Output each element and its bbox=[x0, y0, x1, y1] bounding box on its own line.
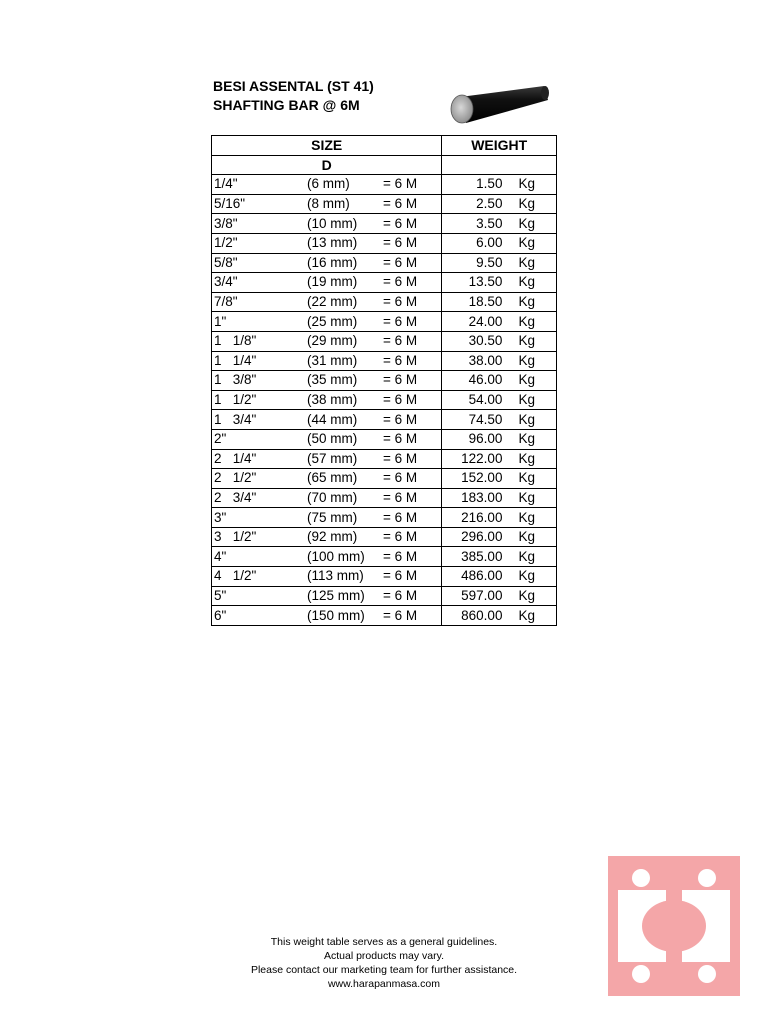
weight-cell bbox=[442, 371, 557, 391]
weight-unit: Kg bbox=[518, 235, 535, 251]
size-mm: (22 mm) bbox=[307, 294, 358, 310]
size-length: = 6 M bbox=[383, 313, 418, 329]
table-row bbox=[212, 469, 557, 489]
footer-line-2: Actual products may vary. bbox=[323, 950, 445, 962]
weight-value: 13.50 bbox=[468, 274, 503, 290]
weight-value: 216.00 bbox=[461, 509, 503, 525]
table-row bbox=[212, 527, 557, 547]
size-length: = 6 M bbox=[383, 196, 418, 212]
size-mm: (10 mm) bbox=[307, 215, 358, 231]
size-cell bbox=[212, 606, 442, 626]
size-length: = 6 M bbox=[383, 568, 418, 584]
size-cell bbox=[212, 253, 442, 273]
weight-unit: Kg bbox=[518, 313, 535, 329]
table-row bbox=[212, 449, 557, 469]
table-row bbox=[212, 410, 557, 430]
weight-cell bbox=[442, 351, 557, 371]
weight-unit: Kg bbox=[518, 431, 535, 447]
size-length: = 6 M bbox=[383, 176, 418, 192]
size-cell bbox=[212, 312, 442, 332]
weight-value: 860.00 bbox=[461, 607, 503, 623]
size-inch: 1 1/4" bbox=[214, 352, 257, 368]
weight-unit: Kg bbox=[518, 607, 535, 623]
weight-value: 152.00 bbox=[461, 470, 503, 486]
size-cell bbox=[212, 214, 442, 234]
weight-unit: Kg bbox=[518, 450, 535, 466]
weight-value: 46.00 bbox=[468, 372, 503, 388]
size-mm: (13 mm) bbox=[307, 235, 358, 251]
size-cell bbox=[212, 429, 442, 449]
weight-cell bbox=[442, 567, 557, 587]
weight-unit: Kg bbox=[518, 470, 535, 486]
table-row bbox=[212, 214, 557, 234]
weight-cell bbox=[442, 449, 557, 469]
size-inch: 2" bbox=[214, 431, 227, 447]
size-length: = 6 M bbox=[383, 274, 418, 290]
weight-value: 18.50 bbox=[468, 294, 503, 310]
weight-value: 54.00 bbox=[468, 392, 503, 408]
size-length: = 6 M bbox=[383, 215, 418, 231]
size-length: = 6 M bbox=[383, 411, 418, 427]
size-mm: (29 mm) bbox=[307, 333, 358, 349]
weight-cell bbox=[442, 273, 557, 293]
table-row bbox=[212, 547, 557, 567]
size-cell bbox=[212, 292, 442, 312]
subheader-weight-empty bbox=[442, 155, 557, 175]
weight-cell bbox=[442, 312, 557, 332]
size-cell bbox=[212, 547, 442, 567]
size-mm: (125 mm) bbox=[307, 587, 365, 603]
size-inch: 1/4" bbox=[214, 176, 238, 192]
weight-cell bbox=[442, 606, 557, 626]
size-length: = 6 M bbox=[383, 372, 418, 388]
weight-unit: Kg bbox=[518, 294, 535, 310]
footer-website-link[interactable]: www.harapanmasa.com bbox=[327, 978, 441, 990]
weight-value: 296.00 bbox=[461, 529, 503, 545]
weight-value: 74.50 bbox=[468, 411, 503, 427]
size-length: = 6 M bbox=[383, 587, 418, 603]
table-row bbox=[212, 488, 557, 508]
weight-value: 30.50 bbox=[468, 333, 503, 349]
weight-cell bbox=[442, 547, 557, 567]
size-inch: 3/8" bbox=[214, 215, 238, 231]
size-cell bbox=[212, 488, 442, 508]
weight-value: 24.00 bbox=[468, 313, 503, 329]
size-length: = 6 M bbox=[383, 333, 418, 349]
size-mm: (113 mm) bbox=[307, 568, 364, 584]
size-length: = 6 M bbox=[383, 548, 418, 564]
table-row bbox=[212, 606, 557, 626]
page-title bbox=[213, 77, 374, 115]
size-cell bbox=[212, 567, 442, 587]
size-inch: 1 3/8" bbox=[214, 372, 257, 388]
weight-cell bbox=[442, 508, 557, 528]
weight-unit: Kg bbox=[518, 587, 535, 603]
weight-value: 122.00 bbox=[461, 450, 503, 466]
table-row bbox=[212, 508, 557, 528]
weight-unit: Kg bbox=[518, 489, 535, 505]
size-mm: (35 mm) bbox=[307, 372, 358, 388]
weight-unit: Kg bbox=[518, 411, 535, 427]
weight-cell bbox=[442, 586, 557, 606]
size-inch: 6" bbox=[214, 607, 227, 623]
size-inch: 1 1/8" bbox=[214, 333, 257, 349]
footer-line-1: This weight table serves as a general guidelines. bbox=[270, 936, 498, 948]
size-mm: (92 mm) bbox=[307, 529, 358, 545]
size-inch: 1 3/4" bbox=[214, 411, 257, 427]
size-inch: 5/16" bbox=[214, 196, 246, 212]
table-row bbox=[212, 390, 557, 410]
weight-value: 2.50 bbox=[476, 196, 503, 212]
weight-cell bbox=[442, 429, 557, 449]
table-row bbox=[212, 194, 557, 214]
header-weight: WEIGHT bbox=[442, 136, 557, 156]
size-inch: 2 3/4" bbox=[214, 489, 257, 505]
size-cell bbox=[212, 273, 442, 293]
size-mm: (8 mm) bbox=[307, 196, 350, 212]
size-cell bbox=[212, 410, 442, 430]
size-length: = 6 M bbox=[383, 431, 418, 447]
weight-value: 9.50 bbox=[476, 254, 503, 270]
size-mm: (75 mm) bbox=[307, 509, 358, 525]
weight-value: 385.00 bbox=[461, 548, 503, 564]
weight-value: 597.00 bbox=[461, 587, 503, 603]
weight-unit: Kg bbox=[518, 254, 535, 270]
table-row bbox=[212, 351, 557, 371]
table-row bbox=[212, 273, 557, 293]
size-length: = 6 M bbox=[383, 607, 418, 623]
table-row bbox=[212, 253, 557, 273]
size-length: = 6 M bbox=[383, 392, 418, 408]
size-length: = 6 M bbox=[383, 509, 418, 525]
weight-value: 38.00 bbox=[468, 352, 503, 368]
weight-cell bbox=[442, 214, 557, 234]
weight-unit: Kg bbox=[518, 568, 535, 584]
size-length: = 6 M bbox=[383, 450, 418, 466]
title-line-2: SHAFTING BAR @ 6M bbox=[213, 97, 360, 113]
size-mm: (150 mm) bbox=[307, 607, 365, 623]
size-cell bbox=[212, 233, 442, 253]
table-header-row bbox=[212, 136, 557, 156]
size-inch: 4 1/2" bbox=[214, 568, 257, 584]
table-row bbox=[212, 371, 557, 391]
size-inch: 4" bbox=[214, 548, 227, 564]
weight-cell bbox=[442, 527, 557, 547]
table-row bbox=[212, 331, 557, 351]
size-cell bbox=[212, 449, 442, 469]
size-cell bbox=[212, 508, 442, 528]
harapanmasa-logo bbox=[608, 856, 740, 996]
footer-line-3: Please contact our marketing team for further assistance. bbox=[250, 964, 518, 976]
size-length: = 6 M bbox=[383, 470, 418, 486]
title-line-1: BESI ASSENTAL (ST 41) bbox=[213, 78, 374, 94]
size-inch: 1" bbox=[214, 313, 227, 329]
size-mm: (38 mm) bbox=[307, 392, 358, 408]
table-row bbox=[212, 175, 557, 195]
size-mm: (65 mm) bbox=[307, 470, 358, 486]
size-cell bbox=[212, 194, 442, 214]
table-row bbox=[212, 567, 557, 587]
size-inch: 5/8" bbox=[214, 254, 238, 270]
weight-unit: Kg bbox=[518, 196, 535, 212]
size-inch: 2 1/2" bbox=[214, 470, 257, 486]
weight-cell bbox=[442, 390, 557, 410]
weight-value: 183.00 bbox=[461, 489, 503, 505]
size-inch: 3 1/2" bbox=[214, 529, 257, 545]
size-cell bbox=[212, 586, 442, 606]
weight-value: 3.50 bbox=[476, 215, 503, 231]
table-row bbox=[212, 429, 557, 449]
weight-cell bbox=[442, 469, 557, 489]
weight-unit: Kg bbox=[518, 215, 535, 231]
size-mm: (16 mm) bbox=[307, 254, 358, 270]
shafting-bar-image bbox=[446, 83, 550, 125]
weight-value: 1.50 bbox=[476, 176, 503, 192]
weight-cell bbox=[442, 292, 557, 312]
weight-value: 486.00 bbox=[461, 568, 503, 584]
size-mm: (70 mm) bbox=[307, 489, 358, 505]
weight-unit: Kg bbox=[518, 333, 535, 349]
size-length: = 6 M bbox=[383, 254, 418, 270]
weight-unit: Kg bbox=[518, 509, 535, 525]
weight-cell bbox=[442, 175, 557, 195]
weight-cell bbox=[442, 488, 557, 508]
size-cell bbox=[212, 175, 442, 195]
size-mm: (25 mm) bbox=[307, 313, 358, 329]
size-length: = 6 M bbox=[383, 489, 418, 505]
weight-unit: Kg bbox=[518, 176, 535, 192]
table-row bbox=[212, 233, 557, 253]
table-row bbox=[212, 312, 557, 332]
size-cell bbox=[212, 331, 442, 351]
weight-unit: Kg bbox=[518, 529, 535, 545]
size-cell bbox=[212, 351, 442, 371]
weight-cell bbox=[442, 233, 557, 253]
weight-unit: Kg bbox=[518, 548, 535, 564]
header-size: SIZE bbox=[212, 136, 442, 156]
table-row bbox=[212, 586, 557, 606]
weight-cell bbox=[442, 331, 557, 351]
weight-unit: Kg bbox=[518, 372, 535, 388]
size-cell bbox=[212, 390, 442, 410]
size-cell bbox=[212, 371, 442, 391]
size-inch: 7/8" bbox=[214, 294, 238, 310]
table-row bbox=[212, 292, 557, 312]
weight-unit: Kg bbox=[518, 392, 535, 408]
weight-cell bbox=[442, 253, 557, 273]
weight-unit: Kg bbox=[518, 274, 535, 290]
size-inch: 1/2" bbox=[214, 235, 238, 251]
size-length: = 6 M bbox=[383, 235, 418, 251]
size-inch: 1 1/2" bbox=[214, 392, 257, 408]
size-inch: 3" bbox=[214, 509, 227, 525]
size-mm: (19 mm) bbox=[307, 274, 358, 290]
weight-value: 6.00 bbox=[476, 235, 503, 251]
size-length: = 6 M bbox=[383, 294, 418, 310]
weight-cell bbox=[442, 410, 557, 430]
size-mm: (44 mm) bbox=[307, 411, 358, 427]
size-length: = 6 M bbox=[383, 529, 418, 545]
size-mm: (100 mm) bbox=[307, 548, 365, 564]
size-mm: (50 mm) bbox=[307, 431, 358, 447]
size-mm: (6 mm) bbox=[307, 176, 350, 192]
size-inch: 5" bbox=[214, 587, 227, 603]
weight-value: 96.00 bbox=[468, 431, 503, 447]
size-cell bbox=[212, 527, 442, 547]
weight-table bbox=[211, 135, 557, 626]
size-cell bbox=[212, 469, 442, 489]
size-mm: (31 mm) bbox=[307, 352, 358, 368]
weight-cell bbox=[442, 194, 557, 214]
subheader-d: D bbox=[212, 155, 442, 175]
weight-unit: Kg bbox=[518, 352, 535, 368]
size-length: = 6 M bbox=[383, 352, 418, 368]
table-subheader-row bbox=[212, 155, 557, 175]
size-inch: 3/4" bbox=[214, 274, 238, 290]
size-mm: (57 mm) bbox=[307, 450, 358, 466]
size-inch: 2 1/4" bbox=[214, 450, 257, 466]
